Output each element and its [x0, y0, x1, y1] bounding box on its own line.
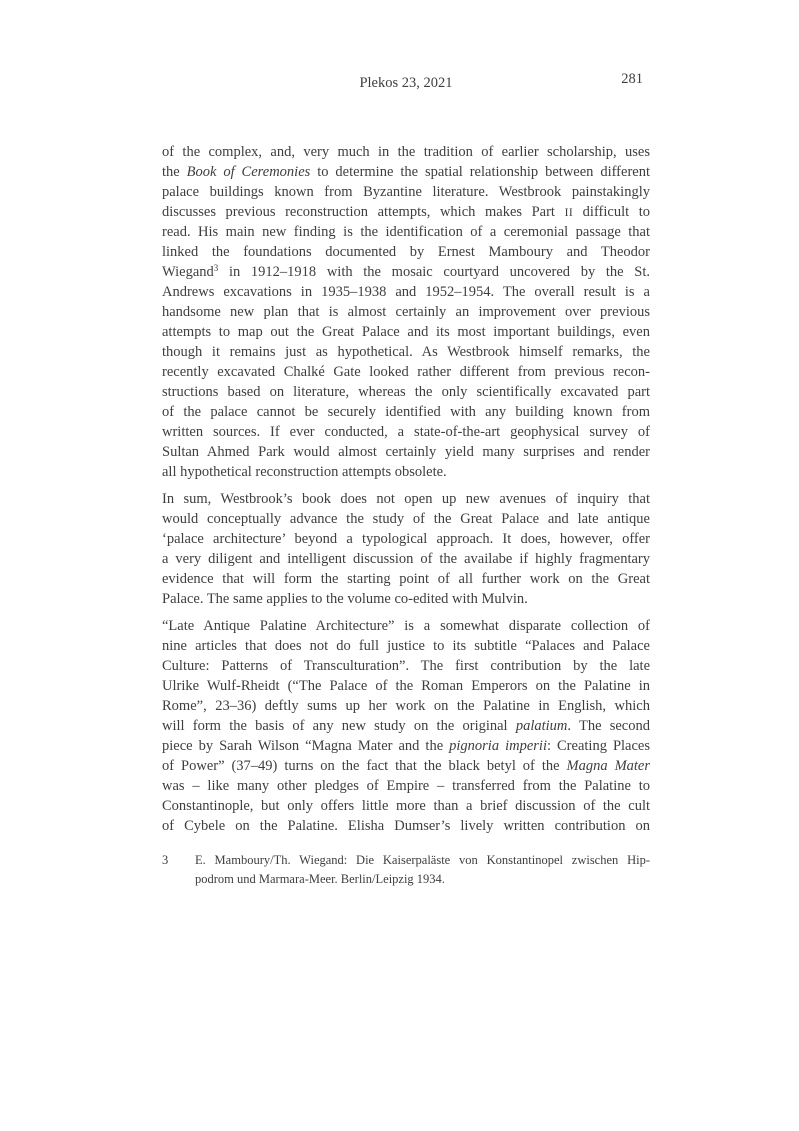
text-segment: handsome new plan that is almost certainly an improvement over previous [162, 304, 650, 320]
text-segment: recently excavated Chalké Gate looked rather different from previous recon- [162, 364, 650, 380]
text-line [162, 142, 650, 162]
text-segment: palace buildings known from Byzantine literature. Westbrook painstakingly [162, 184, 650, 200]
text-line [162, 182, 650, 202]
text-segment: read. His main new finding is the identification of a ceremonial passage that [162, 224, 650, 240]
footnote-reference: 3 [213, 263, 219, 273]
text-line [162, 589, 650, 609]
text-segment: linked the foundations documented by Ernest Mamboury and Theodor [162, 244, 650, 260]
text-segment: Ulrike Wulf-Rheidt (“The Palace of the Roman Emperors on the Palatine in [162, 678, 650, 694]
text-line [162, 756, 650, 776]
text-segment: evidence that will form the starting point of all further work on the Great [162, 571, 650, 587]
text-segment: will form the basis of any new study on the original [162, 718, 516, 734]
text-line [162, 162, 650, 182]
text-segment: Book of Ceremonies [186, 164, 311, 180]
text-line [162, 636, 650, 656]
text-segment: Magna Mater [566, 758, 651, 774]
text-segment: Andrews excavations in 1935–1938 and 1952–1954. The overall result is a [162, 284, 650, 300]
text-line [162, 362, 650, 382]
text-segment: though it remains just as hypothetical. As Westbrook himself remarks, the [162, 344, 650, 360]
text-segment: In sum, Westbrook’s book does not open up new avenues of inquiry that [162, 491, 650, 507]
text-line [162, 462, 650, 482]
text-line [162, 262, 650, 282]
text-segment: . The second [567, 718, 650, 734]
text-segment: structions based on literature, whereas the only scientifically excavated part [162, 384, 650, 400]
text-segment: Constantinople, but only offers little more than a brief discussion of the cult [162, 798, 650, 814]
text-segment: of the palace cannot be securely identified with any building known from [162, 404, 650, 420]
text-line [195, 870, 650, 889]
text-line [162, 202, 650, 222]
text-segment: Culture: Patterns of Transculturation”. The first contribution by the late [162, 658, 650, 674]
text-segment: was – like many other pledges of Empire – transferred from the Palatine to [162, 778, 650, 794]
text-line [162, 569, 650, 589]
text-segment: the [162, 164, 187, 180]
text-line [162, 549, 650, 569]
text-line [162, 676, 650, 696]
text-line [162, 776, 650, 796]
page-number: 281 [621, 71, 643, 87]
paragraph [162, 142, 650, 482]
body-text [162, 142, 650, 836]
text-segment: Wiegand [162, 264, 214, 280]
text-line [162, 322, 650, 342]
text-line [162, 342, 650, 362]
text-segment: a very diligent and intelligent discussion of the availabe if highly fragmentary [162, 551, 650, 567]
text-line [195, 851, 650, 870]
text-line [162, 489, 650, 509]
text-segment: podrom und Marmara-Meer. Berlin/Leipzig 1934. [195, 872, 445, 886]
text-line [162, 816, 650, 836]
text-segment: attempts to map out the Great Palace and its most important buildings, even [162, 324, 650, 340]
text-segment: : Creating Places [546, 738, 650, 754]
text-line [162, 656, 650, 676]
text-line [162, 302, 650, 322]
text-line [162, 736, 650, 756]
text-segment: all hypothetical reconstruction attempts obsolete. [162, 464, 447, 480]
paragraph [162, 489, 650, 609]
paragraph [162, 616, 650, 836]
footnote-text [195, 851, 650, 889]
footnote-number: 3 [162, 853, 169, 867]
text-line [162, 282, 650, 302]
footnote [162, 851, 650, 889]
text-segment: E. Mamboury/Th. Wiegand: Die Kaiserpaläste von Konstantinopel zwischen Hip- [195, 853, 650, 867]
text-segment: written sources. If ever conducted, a state-of-the-art geophysical survey of [162, 424, 650, 440]
text-segment: Palace. The same applies to the volume co-edited with Mulvin. [162, 591, 528, 607]
text-segment: Rome”, 23–36) deftly sums up her work on the Palatine in English, which [162, 698, 650, 714]
text-line [162, 382, 650, 402]
text-segment: to determine the spatial relationship between different [310, 164, 650, 180]
text-segment: difficult to [573, 204, 650, 220]
text-segment: would conceptually advance the study of the Great Palace and late antique [162, 511, 650, 527]
text-line [162, 222, 650, 242]
text-line [162, 716, 650, 736]
text-segment: in 1912–1918 with the mosaic courtyard uncovered by the St. [218, 264, 650, 280]
text-segment: discusses previous reconstruction attempts, which makes Part [162, 204, 565, 220]
text-segment: pignoria imperii [449, 738, 547, 754]
text-segment: Sultan Ahmed Park would almost certainly yield many surprises and render [162, 444, 650, 460]
text-line [162, 242, 650, 262]
text-line [162, 402, 650, 422]
text-segment: of the complex, and, very much in the tradition of earlier scholarship, uses [162, 144, 650, 160]
text-line [162, 796, 650, 816]
text-segment: of Cybele on the Palatine. Elisha Dumser’s lively written contribution on [162, 818, 650, 834]
text-segment: piece by Sarah Wilson “Magna Mater and the [162, 738, 450, 754]
text-segment: ‘palace architecture’ beyond a typological approach. It does, however, offer [162, 531, 650, 547]
text-segment: nine articles that does not do full justice to its subtitle “Palaces and Palace [162, 638, 650, 654]
text-line [162, 509, 650, 529]
text-line [162, 422, 650, 442]
journal-running-title: Plekos 23, 2021 [359, 75, 453, 91]
text-segment: palatium [515, 718, 568, 734]
text-segment: “Late Antique Palatine Architecture” is a somewhat disparate collection of [162, 618, 650, 634]
text-line [162, 616, 650, 636]
text-segment: of Power” (37–49) turns on the fact that the black betyl of the [162, 758, 567, 774]
text-line [162, 529, 650, 549]
text-line [162, 696, 650, 716]
text-segment: II [564, 206, 574, 219]
text-line [162, 442, 650, 462]
